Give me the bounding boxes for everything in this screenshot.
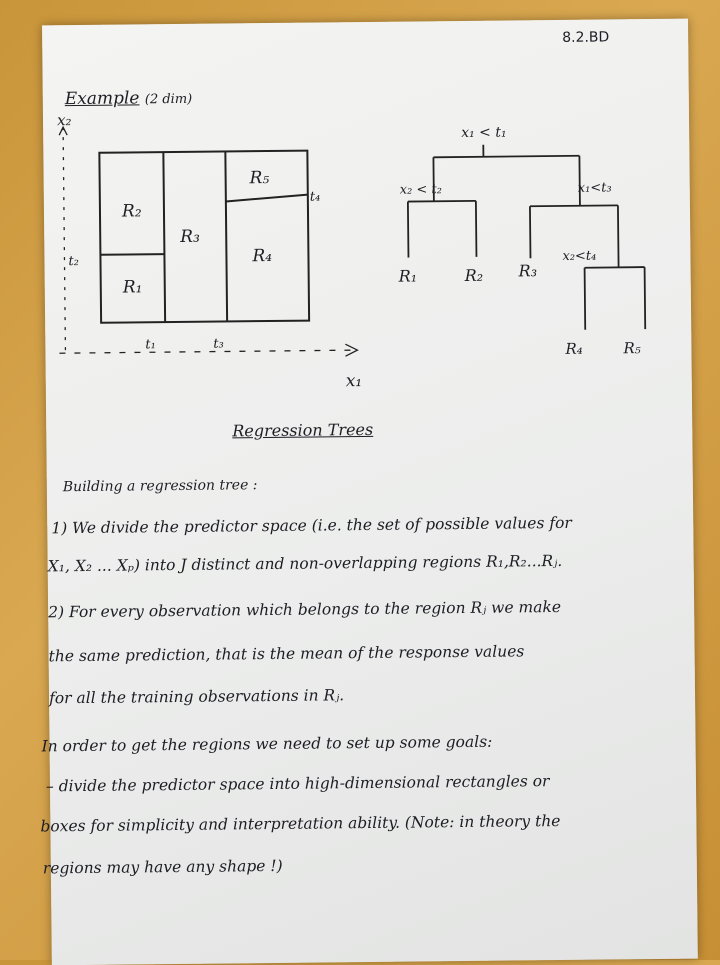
body-line-9: boxes for simplicity and interpretation ability. (Note: in theory the xyxy=(40,812,560,835)
tick-t3-label: t₃ xyxy=(213,336,224,351)
tree-right-left-branch xyxy=(530,206,531,258)
body-line-3: X₁, X₂ ... Xₚ) into J distinct and non-overlapping regions R₁,R₂...Rⱼ. xyxy=(48,552,563,575)
region-r4-label: R₄ xyxy=(251,246,272,266)
tree-left-bar xyxy=(408,201,476,202)
tree-right-right-branch xyxy=(618,205,619,267)
notebook-page xyxy=(42,19,698,965)
body-line-4: 2) For every observation which belongs to the region Rⱼ we make xyxy=(48,598,561,621)
tree-right-bar xyxy=(530,205,618,206)
tree-inner-left-branch xyxy=(585,268,586,330)
body-line-1: Building a regression tree : xyxy=(63,477,258,495)
region-r2-label: R₂ xyxy=(121,201,142,221)
body-line-7: In order to get the regions we need to set up some goals: xyxy=(41,733,492,756)
tree-left-split: x₂ < t₂ xyxy=(400,182,442,197)
tree-leaf-r3: R₃ xyxy=(518,261,538,280)
tree-inner-bar xyxy=(585,267,645,268)
region-r1-label: R₁ xyxy=(122,277,143,297)
axis-x-label: x₁ xyxy=(346,371,363,391)
body-line-6: for all the training observations in Rⱼ. xyxy=(49,686,344,707)
tree-right-split: x₁<t₃ xyxy=(578,180,612,195)
tree-inner-split: x₂<t₄ xyxy=(562,249,596,264)
axis-y-label: x₂ xyxy=(57,111,72,129)
example-heading-title: Example xyxy=(65,88,140,109)
tree-leaf-r1: R₁ xyxy=(398,266,418,285)
tree-left-right-branch xyxy=(476,201,477,257)
body-line-10: regions may have any shape !) xyxy=(43,857,283,878)
tree-left-left-branch xyxy=(408,202,409,258)
body-line-2: 1) We divide the predictor space (i.e. the set of possible values for xyxy=(51,514,572,537)
tick-t2-label: t₂ xyxy=(68,254,79,269)
tree-leaf-r5: R₅ xyxy=(622,339,641,357)
tree-leaf-r2: R₂ xyxy=(464,266,484,285)
page-id-label: 8.2.BD xyxy=(562,29,609,45)
body-line-5: the same prediction, that is the mean of the response values xyxy=(49,642,525,665)
tree-leaf-r4: R₄ xyxy=(564,340,583,358)
tick-t1-label: t₁ xyxy=(145,337,156,352)
tree-root-split: x₁ < t₁ xyxy=(461,125,507,141)
tick-t4-label: t₄ xyxy=(310,189,321,204)
tree-diagram xyxy=(42,19,692,426)
tree-root-bar xyxy=(433,156,579,158)
tree-inner-right-branch xyxy=(645,267,646,329)
region-r5-label: R₅ xyxy=(249,168,270,188)
section-title: Regression Trees xyxy=(232,420,373,440)
region-r3-label: R₃ xyxy=(179,227,200,247)
body-line-8: – divide the predictor space into high-dimensional rectangles or xyxy=(46,772,550,795)
example-heading-note: (2 dim) xyxy=(145,92,193,107)
